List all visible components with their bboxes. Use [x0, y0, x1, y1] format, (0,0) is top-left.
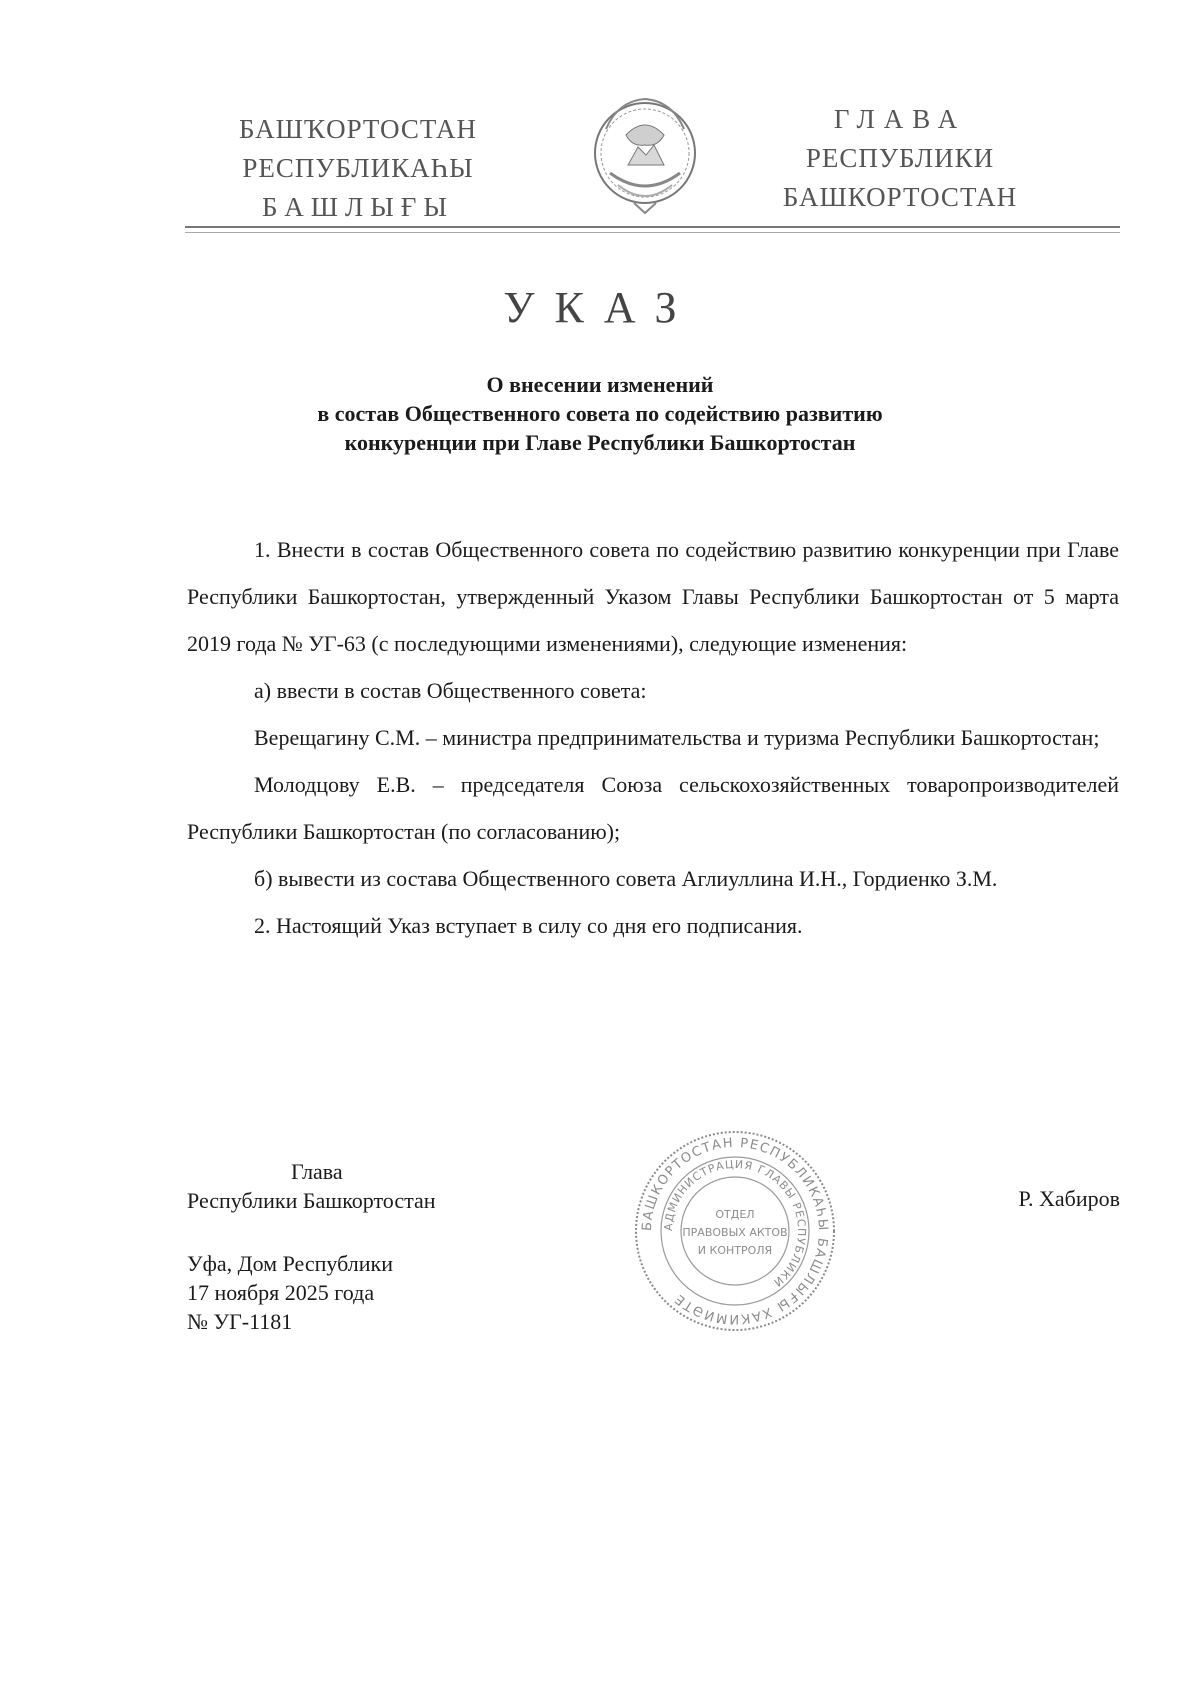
stamp-center-line-3: И КОНТРОЛЯ: [697, 1244, 773, 1257]
clause-2: 2. Настоящий Указ вступает в силу со дня его подписания.: [254, 913, 803, 938]
header-left-line-3: БАШЛЫҒЫ: [262, 192, 454, 222]
document-type-title: УКАЗ: [503, 283, 697, 332]
clause-1a: а) ввести в состав Общественного совета:: [254, 678, 647, 703]
issue-number: № УГ-1181: [187, 1309, 293, 1334]
member-added-1: Верещагину С.М. – министра предпринимательства и туризма Республики Башкортостан;: [254, 725, 1100, 750]
header-right-line-2: РЕСПУБЛИКИ: [805, 143, 995, 173]
signatory-position-line-2: Республики Башкортостан: [187, 1188, 436, 1213]
signatory-name: Р. Хабиров: [1018, 1186, 1120, 1211]
clause-1b: б) вывести из состава Общественного совета Аглиуллина И.Н., Гордиенко З.М.: [254, 866, 998, 891]
clause-1: 1. Внести в состав Общественного совета по содействию развитию конкуренции при Главе Республики Башкортостан, утвержденный Указом Главы Республики Башкортостан от 5 марта 2019 года № УГ-63 (с последующими изменениями), следующие изменения:: [187, 537, 1119, 656]
header-left-bashkir: [228, 110, 488, 227]
official-stamp: [632, 1128, 838, 1334]
issue-details: [187, 1249, 393, 1336]
header-right-line-1: ГЛАВА: [833, 104, 967, 134]
stamp-center-line-2: ПРАВОВЫХ АКТОВ: [682, 1226, 788, 1239]
stamp-center-line-1: ОТДЕЛ: [715, 1208, 755, 1221]
decree-subject: [160, 370, 1040, 457]
subject-line-3: конкуренции при Главе Республики Башкортостан: [344, 430, 856, 455]
decree-body: [187, 526, 1119, 949]
signatory-position: [187, 1157, 436, 1215]
header-left-line-2: РЕСПУБЛИКАҺЫ: [242, 153, 474, 183]
issue-date: 17 ноября 2025 года: [187, 1280, 375, 1305]
stamp-inner-ring-text: АДМИНИСТРАЦИЯ ГЛАВЫ РЕСПУБЛИКИ: [661, 1157, 809, 1290]
issue-place: Уфа, Дом Республики: [187, 1251, 393, 1276]
header-right-line-3: БАШКОРТОСТАН: [782, 182, 1018, 212]
header-left-line-1: БАШҠОРТОСТАН: [238, 114, 478, 144]
header-divider: [185, 226, 1120, 233]
stamp-ring-text: БАШКОРТОСТАН РЕСПУБЛИКАҺЫ БАШЛЫҒЫ ХАКИМИӘТЕ: [639, 1135, 831, 1327]
coat-of-arms-icon: [588, 95, 702, 215]
subject-line-1: О внесении изменений: [486, 372, 714, 397]
signatory-position-line-1: Глава: [291, 1159, 343, 1184]
subject-line-2: в состав Общественного совета по содействию развитию: [317, 401, 883, 426]
header-right-russian: [760, 100, 1040, 217]
member-added-2: Молодцову Е.В. – председателя Союза сельскохозяйственных товаропроизводителей Республики Башкортостан (по согласованию);: [187, 772, 1119, 844]
